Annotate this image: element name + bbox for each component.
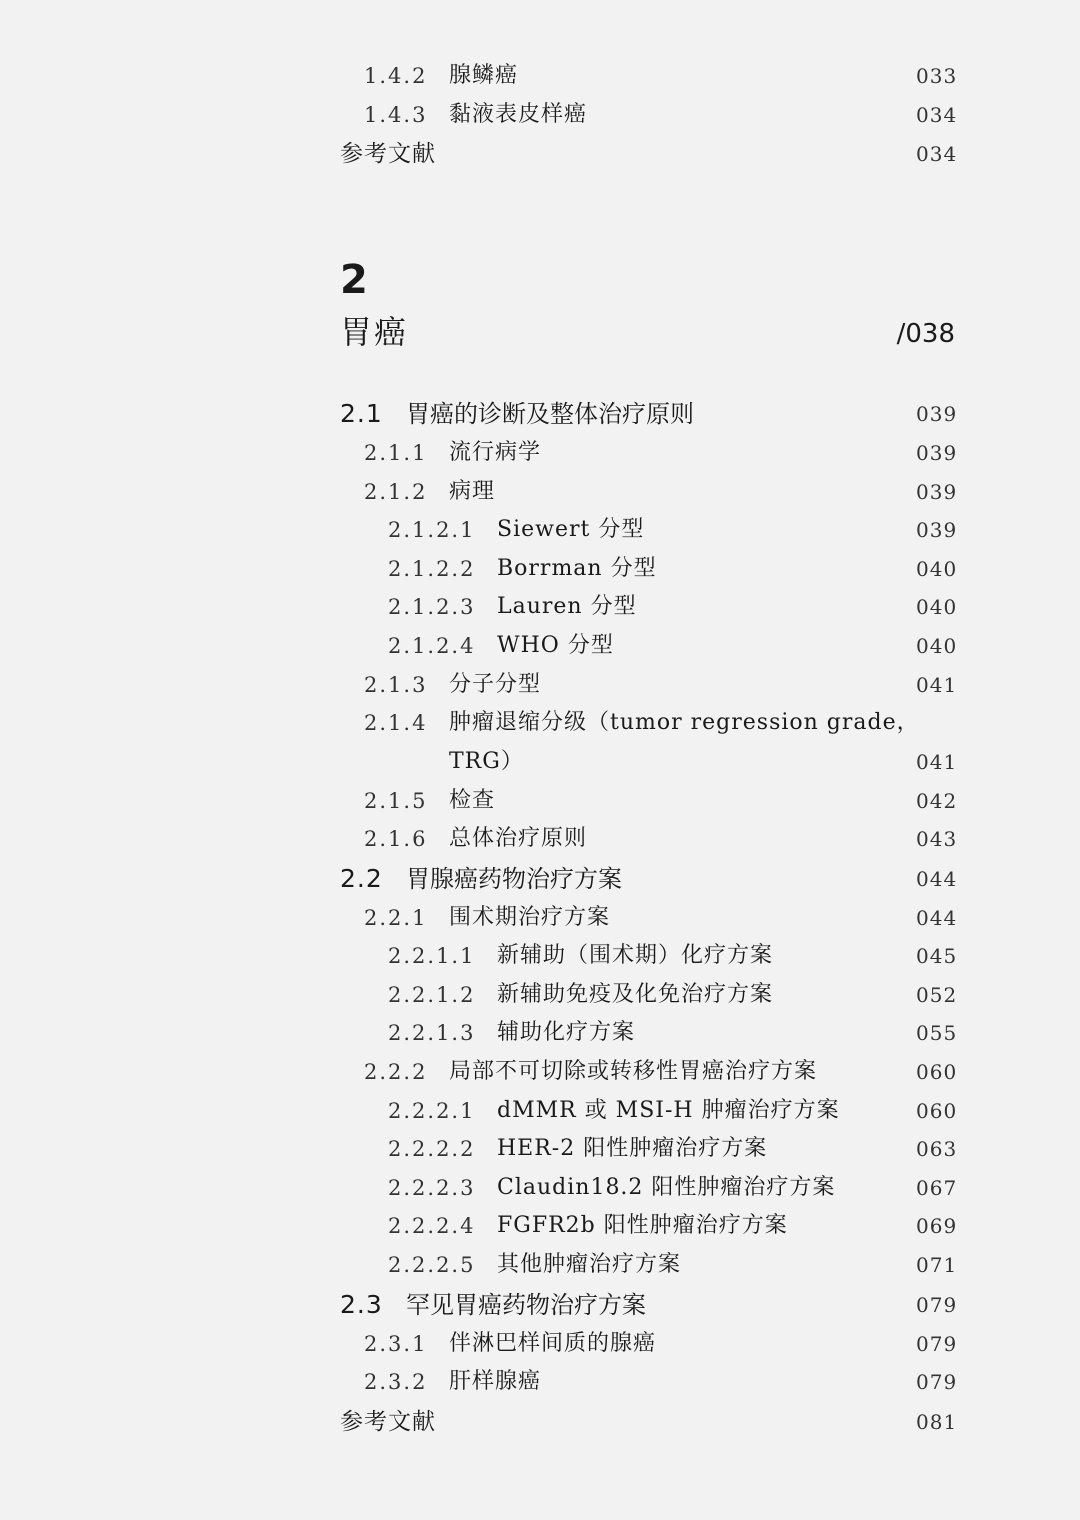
toc-entry[interactable]	[0, 784, 1080, 818]
toc-entry[interactable]	[0, 1171, 1080, 1205]
section-title: WHO 分型	[497, 633, 614, 658]
toc-entry[interactable]	[0, 513, 1080, 547]
section-number: 2.2.1	[364, 906, 428, 930]
section-title: 总体治疗原则	[449, 826, 588, 851]
toc-entry[interactable]	[0, 1365, 1080, 1399]
page-number: 039	[916, 441, 958, 465]
page-number: 069	[916, 1214, 958, 1238]
chapter-title[interactable]: 胃癌	[340, 313, 409, 351]
toc-entry-references[interactable]	[0, 1405, 1080, 1439]
page-number: 060	[916, 1060, 958, 1084]
section-title: HER-2 阳性肿瘤治疗方案	[497, 1136, 768, 1161]
section-number: 2.2.2.5	[388, 1253, 476, 1277]
toc-entry-references[interactable]	[0, 137, 1080, 171]
page-number: 043	[916, 827, 958, 851]
section-number: 2.1.6	[364, 827, 428, 851]
section-title: Borrman 分型	[497, 556, 657, 581]
section-number: 2.1.2.4	[388, 634, 476, 658]
section-title-continued: TRG）	[449, 749, 524, 774]
section-title: dMMR 或 MSI-H 肿瘤治疗方案	[497, 1098, 840, 1123]
toc-entry[interactable]	[0, 1016, 1080, 1050]
page-number: 034	[916, 142, 958, 166]
section-title: Claudin18.2 阳性肿瘤治疗方案	[497, 1175, 836, 1200]
section-title: 围术期治疗方案	[449, 905, 611, 930]
section-number: 2.2.2.3	[388, 1176, 476, 1200]
section-number: 2.2.2.4	[388, 1214, 476, 1238]
section-number: 2.3	[340, 1290, 383, 1319]
section-title: Lauren 分型	[497, 594, 637, 619]
section-title: Siewert 分型	[497, 517, 645, 542]
section-number: 2.1.1	[364, 441, 428, 465]
section-number: 2.2.1.1	[388, 944, 476, 968]
toc-entry[interactable]	[0, 862, 1080, 896]
toc-entry[interactable]	[0, 397, 1080, 431]
section-title: 黏液表皮样癌	[449, 102, 588, 127]
section-number: 2.2.2.1	[388, 1099, 476, 1123]
toc-entry[interactable]	[0, 552, 1080, 586]
page-number: 044	[916, 906, 958, 930]
section-number: 1.4.2	[364, 64, 428, 88]
section-title: 新辅助免疫及化免治疗方案	[497, 982, 774, 1007]
page-number: 040	[916, 634, 958, 658]
toc-entry[interactable]	[0, 1288, 1080, 1322]
page-number: 041	[916, 750, 958, 774]
page-number: 039	[916, 518, 958, 542]
section-title: FGFR2b 阳性肿瘤治疗方案	[497, 1213, 788, 1238]
toc-entry[interactable]	[0, 978, 1080, 1012]
toc-entry[interactable]	[0, 1248, 1080, 1282]
toc-entry[interactable]	[0, 436, 1080, 470]
section-title: 肿瘤退缩分级（tumor regression grade，	[449, 710, 920, 735]
toc-entry[interactable]	[0, 59, 1080, 93]
page-number: 039	[916, 402, 958, 426]
section-title: 肝样腺癌	[449, 1369, 542, 1394]
toc-entry[interactable]	[0, 706, 1080, 740]
section-title: 腺鳞癌	[449, 63, 519, 88]
page-number: 079	[916, 1332, 958, 1356]
toc-entry[interactable]	[0, 1327, 1080, 1361]
toc-entry[interactable]	[0, 1094, 1080, 1128]
section-title: 检查	[449, 788, 496, 813]
toc-entry[interactable]	[0, 1132, 1080, 1166]
toc-entry[interactable]	[0, 1055, 1080, 1089]
section-title: 局部不可切除或转移性胃癌治疗方案	[449, 1059, 818, 1084]
section-title: 其他肿瘤治疗方案	[497, 1252, 682, 1277]
section-number: 2.1.2.3	[388, 595, 476, 619]
section-number: 2.1.2.2	[388, 557, 476, 581]
page-number: 045	[916, 944, 958, 968]
page-number: 041	[916, 673, 958, 697]
chapter-number: 2	[340, 257, 368, 303]
page-number: 034	[916, 103, 958, 127]
section-number: 2.3.1	[364, 1332, 428, 1356]
section-title: 参考文献	[340, 1409, 436, 1435]
toc-entry[interactable]	[0, 590, 1080, 624]
section-number: 2.1.3	[364, 673, 428, 697]
page-number: 063	[916, 1137, 958, 1161]
toc-entry[interactable]	[0, 901, 1080, 935]
section-number: 2.1	[340, 399, 383, 428]
toc-entry[interactable]	[0, 98, 1080, 132]
page-number: 040	[916, 557, 958, 581]
section-title: 胃腺癌药物治疗方案	[406, 865, 622, 893]
page-number: 079	[916, 1370, 958, 1394]
toc-entry[interactable]	[0, 475, 1080, 509]
section-title: 罕见胃癌药物治疗方案	[406, 1291, 646, 1319]
toc-entry[interactable]	[0, 939, 1080, 973]
page-number: 067	[916, 1176, 958, 1200]
section-title: 流行病学	[449, 440, 542, 465]
section-number: 2.2.2.2	[388, 1137, 476, 1161]
section-title: 胃癌的诊断及整体治疗原则	[406, 400, 694, 428]
page-number: 039	[916, 480, 958, 504]
section-title: 辅助化疗方案	[497, 1020, 636, 1045]
section-title: 参考文献	[340, 141, 436, 167]
section-number: 2.2.1.3	[388, 1021, 476, 1045]
section-title: 新辅助（围术期）化疗方案	[497, 943, 774, 968]
page-number: 033	[916, 64, 958, 88]
section-number: 2.3.2	[364, 1370, 428, 1394]
toc-entry[interactable]	[0, 629, 1080, 663]
section-number: 2.1.2.1	[388, 518, 476, 542]
page-number: 042	[916, 789, 958, 813]
page-number: 071	[916, 1253, 958, 1277]
page-number: 055	[916, 1021, 958, 1045]
section-number: 2.1.5	[364, 789, 428, 813]
page-number: 060	[916, 1099, 958, 1123]
section-title: 伴淋巴样间质的腺癌	[449, 1331, 657, 1356]
section-number: 1.4.3	[364, 103, 428, 127]
section-number: 2.1.2	[364, 480, 428, 504]
page-number: 081	[916, 1410, 958, 1434]
toc-entry[interactable]	[0, 668, 1080, 702]
toc-entry[interactable]	[0, 1209, 1080, 1243]
page-number: 040	[916, 595, 958, 619]
section-title: 分子分型	[449, 672, 542, 697]
page-number: 044	[916, 867, 958, 891]
toc-entry[interactable]	[0, 822, 1080, 856]
section-title: 病理	[449, 479, 496, 504]
section-number: 2.2.2	[364, 1060, 428, 1084]
page-number: 052	[916, 983, 958, 1007]
page-number: 079	[916, 1293, 958, 1317]
section-number: 2.2	[340, 864, 383, 893]
toc-entry-continuation[interactable]	[0, 745, 1080, 779]
section-number: 2.1.4	[364, 711, 428, 735]
chapter-page-number: /038	[896, 319, 955, 349]
section-number: 2.2.1.2	[388, 983, 476, 1007]
